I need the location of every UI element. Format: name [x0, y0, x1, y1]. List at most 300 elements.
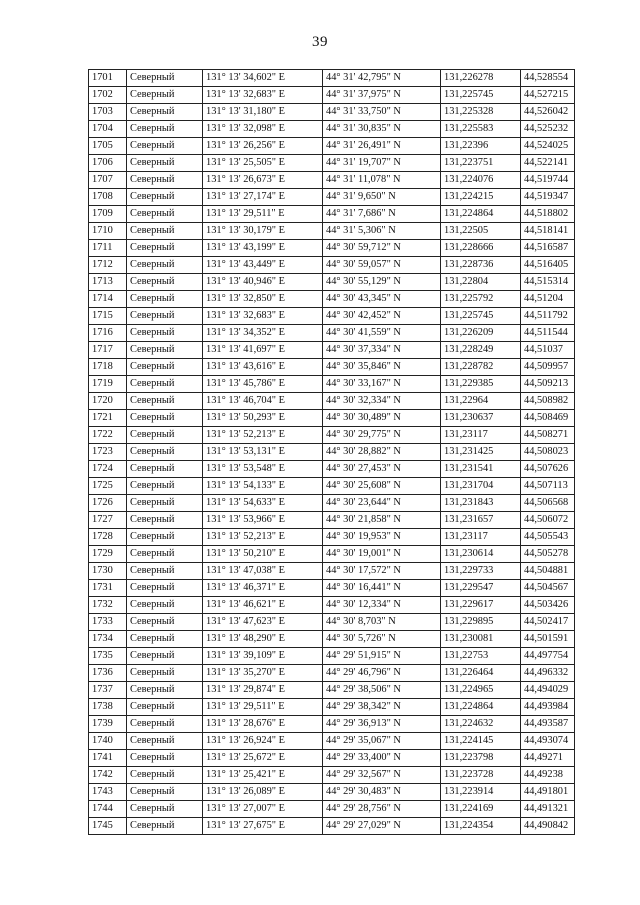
latitude-decimal-cell: 44,516587 [521, 240, 575, 257]
longitude-dms-cell: 131° 13' 29,511" E [203, 206, 323, 223]
latitude-decimal-cell: 44,505543 [521, 529, 575, 546]
longitude-dms-cell: 131° 13' 32,683" E [203, 87, 323, 104]
latitude-decimal-cell: 44,508469 [521, 410, 575, 427]
direction-cell: Северный [127, 240, 203, 257]
direction-cell: Северный [127, 444, 203, 461]
latitude-dms-cell: 44° 30' 19,001" N [323, 546, 441, 563]
longitude-decimal-cell: 131,228249 [441, 342, 521, 359]
latitude-dms-cell: 44° 29' 30,483" N [323, 784, 441, 801]
latitude-dms-cell: 44° 31' 7,686" N [323, 206, 441, 223]
longitude-dms-cell: 131° 13' 43,616" E [203, 359, 323, 376]
latitude-dms-cell: 44° 30' 32,334" N [323, 393, 441, 410]
latitude-dms-cell: 44° 30' 30,489" N [323, 410, 441, 427]
point-number-cell: 1709 [89, 206, 127, 223]
longitude-decimal-cell: 131,231541 [441, 461, 521, 478]
latitude-decimal-cell: 44,494029 [521, 682, 575, 699]
direction-cell: Северный [127, 682, 203, 699]
point-number-cell: 1735 [89, 648, 127, 665]
direction-cell: Северный [127, 648, 203, 665]
table-row [89, 291, 575, 308]
point-number-cell: 1707 [89, 172, 127, 189]
point-number-cell: 1738 [89, 699, 127, 716]
table-row [89, 87, 575, 104]
latitude-dms-cell: 44° 29' 33,400" N [323, 750, 441, 767]
latitude-decimal-cell: 44,49271 [521, 750, 575, 767]
longitude-decimal-cell: 131,224145 [441, 733, 521, 750]
table-row [89, 410, 575, 427]
point-number-cell: 1734 [89, 631, 127, 648]
longitude-dms-cell: 131° 13' 43,199" E [203, 240, 323, 257]
point-number-cell: 1731 [89, 580, 127, 597]
longitude-dms-cell: 131° 13' 29,511" E [203, 699, 323, 716]
longitude-decimal-cell: 131,225792 [441, 291, 521, 308]
point-number-cell: 1723 [89, 444, 127, 461]
longitude-dms-cell: 131° 13' 41,697" E [203, 342, 323, 359]
direction-cell: Северный [127, 172, 203, 189]
table-row [89, 750, 575, 767]
latitude-decimal-cell: 44,503426 [521, 597, 575, 614]
point-number-cell: 1706 [89, 155, 127, 172]
latitude-dms-cell: 44° 29' 38,506" N [323, 682, 441, 699]
latitude-dms-cell: 44° 30' 29,775" N [323, 427, 441, 444]
direction-cell: Северный [127, 189, 203, 206]
latitude-dms-cell: 44° 30' 25,608" N [323, 478, 441, 495]
latitude-decimal-cell: 44,51204 [521, 291, 575, 308]
direction-cell: Северный [127, 393, 203, 410]
longitude-dms-cell: 131° 13' 27,007" E [203, 801, 323, 818]
latitude-decimal-cell: 44,502417 [521, 614, 575, 631]
longitude-dms-cell: 131° 13' 48,290" E [203, 631, 323, 648]
direction-cell: Северный [127, 801, 203, 818]
point-number-cell: 1715 [89, 308, 127, 325]
point-number-cell: 1745 [89, 818, 127, 835]
latitude-dms-cell: 44° 31' 37,975" N [323, 87, 441, 104]
table-row [89, 767, 575, 784]
latitude-decimal-cell: 44,508271 [521, 427, 575, 444]
longitude-decimal-cell: 131,22505 [441, 223, 521, 240]
latitude-decimal-cell: 44,525232 [521, 121, 575, 138]
longitude-decimal-cell: 131,224864 [441, 699, 521, 716]
table-row [89, 359, 575, 376]
longitude-dms-cell: 131° 13' 54,133" E [203, 478, 323, 495]
point-number-cell: 1730 [89, 563, 127, 580]
longitude-dms-cell: 131° 13' 40,946" E [203, 274, 323, 291]
longitude-dms-cell: 131° 13' 53,548" E [203, 461, 323, 478]
point-number-cell: 1736 [89, 665, 127, 682]
direction-cell: Северный [127, 631, 203, 648]
longitude-decimal-cell: 131,231425 [441, 444, 521, 461]
table-row [89, 461, 575, 478]
table-row [89, 240, 575, 257]
latitude-decimal-cell: 44,527215 [521, 87, 575, 104]
latitude-decimal-cell: 44,528554 [521, 70, 575, 87]
latitude-decimal-cell: 44,51037 [521, 342, 575, 359]
longitude-dms-cell: 131° 13' 35,270" E [203, 665, 323, 682]
latitude-dms-cell: 44° 30' 21,858" N [323, 512, 441, 529]
longitude-dms-cell: 131° 13' 53,966" E [203, 512, 323, 529]
direction-cell: Северный [127, 512, 203, 529]
latitude-dms-cell: 44° 30' 19,953" N [323, 529, 441, 546]
latitude-decimal-cell: 44,493074 [521, 733, 575, 750]
latitude-decimal-cell: 44,506072 [521, 512, 575, 529]
longitude-decimal-cell: 131,230081 [441, 631, 521, 648]
longitude-decimal-cell: 131,225328 [441, 104, 521, 121]
longitude-decimal-cell: 131,223914 [441, 784, 521, 801]
point-number-cell: 1744 [89, 801, 127, 818]
table-row [89, 529, 575, 546]
longitude-decimal-cell: 131,228736 [441, 257, 521, 274]
direction-cell: Северный [127, 70, 203, 87]
latitude-decimal-cell: 44,504567 [521, 580, 575, 597]
point-number-cell: 1713 [89, 274, 127, 291]
table-row [89, 546, 575, 563]
point-number-cell: 1733 [89, 614, 127, 631]
latitude-dms-cell: 44° 31' 9,650" N [323, 189, 441, 206]
direction-cell: Северный [127, 291, 203, 308]
table-row [89, 376, 575, 393]
latitude-dms-cell: 44° 30' 37,334" N [323, 342, 441, 359]
longitude-decimal-cell: 131,229733 [441, 563, 521, 580]
point-number-cell: 1729 [89, 546, 127, 563]
latitude-decimal-cell: 44,505278 [521, 546, 575, 563]
direction-cell: Северный [127, 87, 203, 104]
table-row [89, 206, 575, 223]
latitude-dms-cell: 44° 30' 43,345" N [323, 291, 441, 308]
longitude-dms-cell: 131° 13' 34,352" E [203, 325, 323, 342]
point-number-cell: 1742 [89, 767, 127, 784]
table-row [89, 818, 575, 835]
longitude-decimal-cell: 131,229385 [441, 376, 521, 393]
longitude-dms-cell: 131° 13' 39,109" E [203, 648, 323, 665]
point-number-cell: 1737 [89, 682, 127, 699]
latitude-decimal-cell: 44,496332 [521, 665, 575, 682]
latitude-decimal-cell: 44,526042 [521, 104, 575, 121]
point-number-cell: 1711 [89, 240, 127, 257]
latitude-dms-cell: 44° 29' 46,796" N [323, 665, 441, 682]
longitude-decimal-cell: 131,229617 [441, 597, 521, 614]
latitude-dms-cell: 44° 31' 19,707" N [323, 155, 441, 172]
latitude-decimal-cell: 44,506568 [521, 495, 575, 512]
longitude-decimal-cell: 131,228666 [441, 240, 521, 257]
latitude-dms-cell: 44° 30' 41,559" N [323, 325, 441, 342]
longitude-decimal-cell: 131,230637 [441, 410, 521, 427]
longitude-dms-cell: 131° 13' 47,038" E [203, 563, 323, 580]
latitude-dms-cell: 44° 29' 38,342" N [323, 699, 441, 716]
longitude-dms-cell: 131° 13' 30,179" E [203, 223, 323, 240]
direction-cell: Северный [127, 359, 203, 376]
longitude-decimal-cell: 131,230614 [441, 546, 521, 563]
table-row [89, 716, 575, 733]
longitude-dms-cell: 131° 13' 52,213" E [203, 427, 323, 444]
point-number-cell: 1716 [89, 325, 127, 342]
point-number-cell: 1702 [89, 87, 127, 104]
table-row [89, 138, 575, 155]
latitude-dms-cell: 44° 29' 36,913" N [323, 716, 441, 733]
longitude-decimal-cell: 131,231657 [441, 512, 521, 529]
table-row [89, 648, 575, 665]
latitude-dms-cell: 44° 29' 35,067" N [323, 733, 441, 750]
direction-cell: Северный [127, 478, 203, 495]
longitude-dms-cell: 131° 13' 32,098" E [203, 121, 323, 138]
direction-cell: Северный [127, 274, 203, 291]
latitude-decimal-cell: 44,507626 [521, 461, 575, 478]
latitude-dms-cell: 44° 30' 42,452" N [323, 308, 441, 325]
direction-cell: Северный [127, 699, 203, 716]
direction-cell: Северный [127, 580, 203, 597]
direction-cell: Северный [127, 614, 203, 631]
longitude-dms-cell: 131° 13' 53,131" E [203, 444, 323, 461]
latitude-dms-cell: 44° 30' 59,712" N [323, 240, 441, 257]
longitude-decimal-cell: 131,228782 [441, 359, 521, 376]
longitude-decimal-cell: 131,225583 [441, 121, 521, 138]
longitude-decimal-cell: 131,224965 [441, 682, 521, 699]
table-row [89, 257, 575, 274]
longitude-decimal-cell: 131,231843 [441, 495, 521, 512]
point-number-cell: 1739 [89, 716, 127, 733]
point-number-cell: 1720 [89, 393, 127, 410]
point-number-cell: 1714 [89, 291, 127, 308]
table-row [89, 631, 575, 648]
longitude-decimal-cell: 131,23117 [441, 427, 521, 444]
latitude-decimal-cell: 44,491801 [521, 784, 575, 801]
longitude-decimal-cell: 131,224864 [441, 206, 521, 223]
latitude-decimal-cell: 44,493984 [521, 699, 575, 716]
direction-cell: Северный [127, 410, 203, 427]
table-row [89, 121, 575, 138]
longitude-dms-cell: 131° 13' 26,256" E [203, 138, 323, 155]
point-number-cell: 1718 [89, 359, 127, 376]
direction-cell: Северный [127, 325, 203, 342]
direction-cell: Северный [127, 665, 203, 682]
coordinates-table [88, 69, 575, 835]
table-row [89, 274, 575, 291]
latitude-dms-cell: 44° 30' 35,846" N [323, 359, 441, 376]
longitude-dms-cell: 131° 13' 43,449" E [203, 257, 323, 274]
longitude-decimal-cell: 131,223728 [441, 767, 521, 784]
coordinates-table-body [89, 70, 575, 835]
longitude-decimal-cell: 131,224169 [441, 801, 521, 818]
direction-cell: Северный [127, 223, 203, 240]
longitude-decimal-cell: 131,226278 [441, 70, 521, 87]
longitude-decimal-cell: 131,225745 [441, 87, 521, 104]
direction-cell: Северный [127, 104, 203, 121]
longitude-decimal-cell: 131,223751 [441, 155, 521, 172]
table-row [89, 597, 575, 614]
longitude-decimal-cell: 131,226209 [441, 325, 521, 342]
latitude-dms-cell: 44° 30' 55,129" N [323, 274, 441, 291]
point-number-cell: 1721 [89, 410, 127, 427]
longitude-decimal-cell: 131,223798 [441, 750, 521, 767]
longitude-dms-cell: 131° 13' 25,672" E [203, 750, 323, 767]
point-number-cell: 1728 [89, 529, 127, 546]
point-number-cell: 1724 [89, 461, 127, 478]
point-number-cell: 1710 [89, 223, 127, 240]
point-number-cell: 1703 [89, 104, 127, 121]
latitude-decimal-cell: 44,518802 [521, 206, 575, 223]
direction-cell: Северный [127, 461, 203, 478]
direction-cell: Северный [127, 767, 203, 784]
latitude-dms-cell: 44° 31' 11,078" N [323, 172, 441, 189]
table-row [89, 801, 575, 818]
table-row [89, 189, 575, 206]
page-number: 39 [312, 34, 328, 50]
latitude-dms-cell: 44° 29' 27,029" N [323, 818, 441, 835]
point-number-cell: 1717 [89, 342, 127, 359]
latitude-dms-cell: 44° 29' 51,915" N [323, 648, 441, 665]
latitude-dms-cell: 44° 30' 5,726" N [323, 631, 441, 648]
point-number-cell: 1741 [89, 750, 127, 767]
longitude-dms-cell: 131° 13' 52,213" E [203, 529, 323, 546]
point-number-cell: 1722 [89, 427, 127, 444]
latitude-dms-cell: 44° 30' 59,057" N [323, 257, 441, 274]
latitude-dms-cell: 44° 31' 5,306" N [323, 223, 441, 240]
direction-cell: Северный [127, 308, 203, 325]
direction-cell: Северный [127, 716, 203, 733]
latitude-decimal-cell: 44,511792 [521, 308, 575, 325]
latitude-dms-cell: 44° 30' 28,882" N [323, 444, 441, 461]
direction-cell: Северный [127, 750, 203, 767]
table-row [89, 104, 575, 121]
longitude-decimal-cell: 131,22753 [441, 648, 521, 665]
latitude-decimal-cell: 44,519347 [521, 189, 575, 206]
point-number-cell: 1740 [89, 733, 127, 750]
direction-cell: Северный [127, 597, 203, 614]
direction-cell: Северный [127, 376, 203, 393]
point-number-cell: 1704 [89, 121, 127, 138]
latitude-decimal-cell: 44,524025 [521, 138, 575, 155]
longitude-dms-cell: 131° 13' 50,293" E [203, 410, 323, 427]
latitude-decimal-cell: 44,501591 [521, 631, 575, 648]
latitude-decimal-cell: 44,508023 [521, 444, 575, 461]
latitude-decimal-cell: 44,515314 [521, 274, 575, 291]
latitude-decimal-cell: 44,490842 [521, 818, 575, 835]
table-row [89, 478, 575, 495]
latitude-dms-cell: 44° 29' 32,567" N [323, 767, 441, 784]
latitude-dms-cell: 44° 30' 17,572" N [323, 563, 441, 580]
longitude-dms-cell: 131° 13' 54,633" E [203, 495, 323, 512]
table-row [89, 784, 575, 801]
latitude-dms-cell: 44° 31' 26,491" N [323, 138, 441, 155]
table-row [89, 393, 575, 410]
latitude-decimal-cell: 44,518141 [521, 223, 575, 240]
longitude-dms-cell: 131° 13' 45,786" E [203, 376, 323, 393]
longitude-dms-cell: 131° 13' 31,180" E [203, 104, 323, 121]
latitude-decimal-cell: 44,507113 [521, 478, 575, 495]
direction-cell: Северный [127, 733, 203, 750]
longitude-dms-cell: 131° 13' 26,089" E [203, 784, 323, 801]
longitude-dms-cell: 131° 13' 50,210" E [203, 546, 323, 563]
latitude-decimal-cell: 44,508982 [521, 393, 575, 410]
direction-cell: Северный [127, 206, 203, 223]
direction-cell: Северный [127, 342, 203, 359]
table-row [89, 155, 575, 172]
table-row [89, 733, 575, 750]
longitude-decimal-cell: 131,229547 [441, 580, 521, 597]
direction-cell: Северный [127, 257, 203, 274]
table-row [89, 665, 575, 682]
latitude-dms-cell: 44° 31' 42,795" N [323, 70, 441, 87]
longitude-dms-cell: 131° 13' 46,621" E [203, 597, 323, 614]
longitude-decimal-cell: 131,226464 [441, 665, 521, 682]
longitude-dms-cell: 131° 13' 27,174" E [203, 189, 323, 206]
latitude-dms-cell: 44° 30' 33,167" N [323, 376, 441, 393]
direction-cell: Северный [127, 784, 203, 801]
table-row [89, 444, 575, 461]
latitude-decimal-cell: 44,497754 [521, 648, 575, 665]
table-row [89, 223, 575, 240]
longitude-dms-cell: 131° 13' 46,371" E [203, 580, 323, 597]
table-row [89, 427, 575, 444]
direction-cell: Северный [127, 427, 203, 444]
latitude-dms-cell: 44° 30' 16,441" N [323, 580, 441, 597]
direction-cell: Северный [127, 818, 203, 835]
longitude-decimal-cell: 131,22964 [441, 393, 521, 410]
longitude-decimal-cell: 131,22396 [441, 138, 521, 155]
latitude-dms-cell: 44° 31' 30,835" N [323, 121, 441, 138]
table-row [89, 342, 575, 359]
longitude-dms-cell: 131° 13' 32,683" E [203, 308, 323, 325]
longitude-decimal-cell: 131,229895 [441, 614, 521, 631]
longitude-decimal-cell: 131,224632 [441, 716, 521, 733]
latitude-decimal-cell: 44,519744 [521, 172, 575, 189]
longitude-dms-cell: 131° 13' 28,676" E [203, 716, 323, 733]
latitude-decimal-cell: 44,504881 [521, 563, 575, 580]
direction-cell: Северный [127, 138, 203, 155]
longitude-decimal-cell: 131,224076 [441, 172, 521, 189]
point-number-cell: 1732 [89, 597, 127, 614]
longitude-dms-cell: 131° 13' 26,673" E [203, 172, 323, 189]
latitude-dms-cell: 44° 30' 27,453" N [323, 461, 441, 478]
latitude-decimal-cell: 44,509213 [521, 376, 575, 393]
latitude-dms-cell: 44° 29' 28,756" N [323, 801, 441, 818]
latitude-decimal-cell: 44,491321 [521, 801, 575, 818]
latitude-decimal-cell: 44,493587 [521, 716, 575, 733]
direction-cell: Северный [127, 563, 203, 580]
direction-cell: Северный [127, 495, 203, 512]
direction-cell: Северный [127, 121, 203, 138]
longitude-decimal-cell: 131,22804 [441, 274, 521, 291]
point-number-cell: 1726 [89, 495, 127, 512]
table-row [89, 495, 575, 512]
table-row [89, 70, 575, 87]
longitude-decimal-cell: 131,224354 [441, 818, 521, 835]
point-number-cell: 1719 [89, 376, 127, 393]
point-number-cell: 1701 [89, 70, 127, 87]
point-number-cell: 1743 [89, 784, 127, 801]
point-number-cell: 1708 [89, 189, 127, 206]
direction-cell: Северный [127, 529, 203, 546]
point-number-cell: 1725 [89, 478, 127, 495]
longitude-decimal-cell: 131,231704 [441, 478, 521, 495]
longitude-dms-cell: 131° 13' 26,924" E [203, 733, 323, 750]
direction-cell: Северный [127, 155, 203, 172]
latitude-dms-cell: 44° 30' 23,644" N [323, 495, 441, 512]
latitude-dms-cell: 44° 30' 12,334" N [323, 597, 441, 614]
longitude-decimal-cell: 131,225745 [441, 308, 521, 325]
latitude-dms-cell: 44° 30' 8,703" N [323, 614, 441, 631]
table-row [89, 308, 575, 325]
table-row [89, 699, 575, 716]
table-row [89, 563, 575, 580]
longitude-dms-cell: 131° 13' 47,623" E [203, 614, 323, 631]
longitude-dms-cell: 131° 13' 29,874" E [203, 682, 323, 699]
longitude-decimal-cell: 131,224215 [441, 189, 521, 206]
longitude-dms-cell: 131° 13' 25,421" E [203, 767, 323, 784]
longitude-dms-cell: 131° 13' 32,850" E [203, 291, 323, 308]
table-row [89, 682, 575, 699]
latitude-dms-cell: 44° 31' 33,750" N [323, 104, 441, 121]
longitude-decimal-cell: 131,23117 [441, 529, 521, 546]
